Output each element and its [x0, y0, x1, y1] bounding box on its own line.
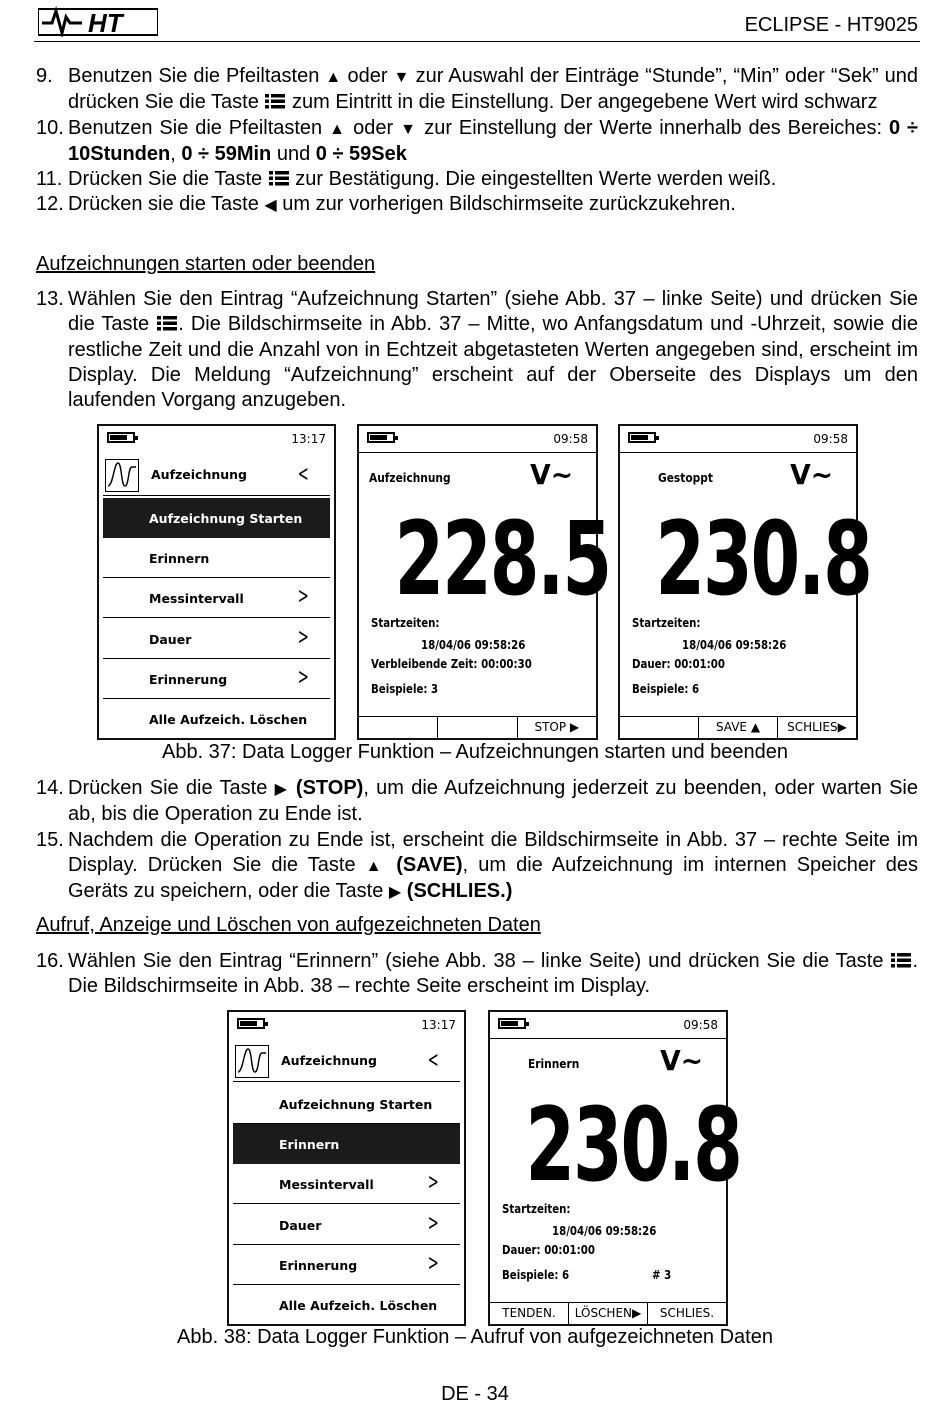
battery-icon [498, 1018, 526, 1029]
step-number: 9. [36, 65, 53, 87]
battery-icon [628, 432, 656, 443]
menu-item-duration[interactable]: Dauer > [233, 1205, 460, 1245]
svg-text:HT: HT [88, 8, 123, 37]
step-text: Drücken sie die Taste ◀ um zur vorherigen Bildschirmseite zurückzukehren. [68, 193, 736, 216]
section-heading-recall: Aufruf, Anzeige und Löschen von aufgezeichneten Daten [36, 914, 541, 936]
duration: Dauer: 00:01:00 [632, 657, 725, 671]
menu-title: Aufzeichnung [281, 1053, 378, 1068]
status-label: Erinnern [528, 1056, 580, 1071]
start-value: 18/04/06 09:58:26 [552, 1224, 657, 1238]
save-softkey[interactable]: SAVE ▲ [698, 717, 777, 738]
duration: Dauer: 00:01:00 [502, 1243, 595, 1257]
arrow-up-icon: ▲ [325, 69, 342, 86]
menu-item-duration[interactable]: Dauer > [103, 619, 330, 659]
start-value: 18/04/06 09:58:26 [682, 638, 787, 652]
step-text: Nachdem die Operation zu Ende ist, erscheint die Bildschirmseite in Abb. 37 – rechte Seite im Display. Drücken Sie die Taste ▲ (SAVE), um die Aufzeichnung im internen Speicher des Geräts zu speichern, oder die Taste ▶ (SCHLIES.) [68, 828, 918, 903]
step-item [36, 64, 918, 116]
menu-item-interval[interactable]: Messintervall > [103, 578, 330, 618]
menu-key-icon [156, 315, 178, 331]
figure-37-caption: Abb. 37: Data Logger Funktion – Aufzeichnungen starten und beenden [161, 741, 789, 763]
battery-icon [367, 432, 395, 443]
arrow-down-icon: ▼ [393, 69, 410, 86]
arrow-up-icon: ▲ [365, 857, 387, 875]
chevron-right-icon: > [427, 1211, 439, 1236]
arrow-up-icon: ▲ [329, 120, 347, 138]
battery-icon [107, 432, 135, 443]
arrow-down-icon: ▼ [400, 120, 418, 138]
softkey-2[interactable] [437, 717, 516, 738]
step-text: Benutzen Sie die Pfeiltasten ▲ oder ▼ zur Auswahl der Einträge “Stunde”, “Min” oder “Sek” und drücken Sie die Taste zum Eintritt in die Einstellung. Der angegebene Wert wird schwarz [68, 65, 918, 114]
recording-screen [357, 424, 610, 740]
step-item [36, 828, 918, 906]
menu-screen [97, 424, 336, 740]
clock: 09:58 [683, 1018, 718, 1032]
step-item [36, 949, 918, 1000]
steps-block-a [36, 64, 918, 219]
sample-count: Beispiele: 3 [371, 682, 439, 696]
page-header [34, 0, 920, 42]
steps-block-c [36, 776, 918, 905]
clock: 13:17 [291, 432, 326, 446]
step-item [36, 116, 918, 168]
start-value: 18/04/06 09:58:26 [421, 638, 526, 652]
menu-key-icon [890, 952, 912, 968]
back-arrow-icon[interactable]: < [427, 1048, 439, 1073]
waveform-icon [105, 459, 139, 492]
chevron-right-icon: > [427, 1251, 439, 1276]
step-number: 14. [36, 777, 64, 799]
ht-logo [38, 3, 158, 37]
step-number: 12. [36, 193, 64, 216]
steps-block-d [36, 949, 918, 1000]
start-label: Startzeiten: [371, 616, 440, 630]
unit-label: V~ [789, 458, 833, 491]
measured-value: 228.5 [394, 500, 610, 619]
step-item [36, 287, 918, 413]
menu-header [233, 1042, 460, 1082]
menu-key-icon [268, 170, 290, 186]
menu-item-recall[interactable]: Erinnern [233, 1124, 460, 1164]
remaining-time: Verbleibende Zeit: 00:00:30 [371, 657, 532, 671]
softkey-1[interactable] [620, 717, 698, 738]
page-number: DE - 34 [441, 1383, 509, 1405]
status-label: Aufzeichnung [369, 470, 451, 485]
step-text: Wählen Sie den Eintrag “Aufzeichnung Starten” (siehe Abb. 37 – linke Seite) und drücken Sie die Taste . Die Bildschirmseite in Abb. 37 – Mitte, wo Anfangsdatum und -Uhrzeit, sowie die restliche Zeit und die Anzahl von in Echtzeit abgetasteten Werten angegeben sind, erscheint im Display. Die Meldung “Aufzeichnung” erscheint auf der Oberseite des Displays um den laufenden Vorgang anzugeben. [68, 288, 918, 412]
unit-label: V~ [529, 458, 573, 491]
menu-item-start[interactable]: Aufzeichnung Starten [103, 498, 330, 538]
step-number: 16. [36, 950, 64, 972]
menu-item-delete-all[interactable]: Alle Aufzeich. Löschen [149, 712, 308, 727]
step-item [36, 776, 918, 828]
softkey-1[interactable] [359, 717, 437, 738]
status-label: Gestoppt [658, 470, 713, 485]
step-item [36, 167, 918, 192]
step-number: 15. [36, 828, 64, 851]
step-number: 13. [36, 288, 64, 310]
step-text: Wählen Sie den Eintrag “Erinnern” (siehe Abb. 38 – linke Seite) und drücken Sie die Taste . Die Bildschirmseite in Abb. 38 – rechte Seite erscheint im Display. [68, 950, 918, 998]
steps-block-b [36, 287, 918, 413]
clock: 09:58 [553, 432, 588, 446]
menu-header [103, 456, 330, 496]
menu-item-delete-all[interactable]: Alle Aufzeich. Löschen [279, 1298, 438, 1313]
softkey-bar [359, 716, 596, 738]
menu-item-start[interactable]: Aufzeichnung Starten [233, 1084, 460, 1124]
unit-label: V~ [659, 1044, 703, 1077]
step-text: Drücken Sie die Taste zur Bestätigung. Die eingestellten Werte werden weiß. [68, 168, 777, 191]
clock: 13:17 [421, 1018, 456, 1032]
menu-item-recall[interactable]: Erinnern [103, 538, 330, 578]
close-softkey[interactable]: SCHLIES. [647, 1303, 726, 1324]
battery-icon [237, 1018, 265, 1029]
clock: 09:58 [813, 432, 848, 446]
softkey-bar [620, 716, 856, 738]
menu-screen [227, 1010, 466, 1326]
chevron-right-icon: > [297, 584, 309, 609]
step-number: 11. [36, 168, 63, 191]
document-title: ECLIPSE - HT9025 [744, 14, 918, 36]
chevron-right-icon: > [427, 1170, 439, 1195]
sample-count: Beispiele: 6 [502, 1268, 570, 1282]
start-label: Startzeiten: [632, 616, 701, 630]
record-index: # 3 [652, 1268, 672, 1282]
close-softkey[interactable]: SCHLIES▶ [777, 717, 856, 738]
chevron-right-icon: > [297, 625, 309, 650]
step-item [36, 192, 918, 218]
waveform-icon [235, 1045, 269, 1078]
menu-key-icon [264, 93, 286, 109]
step-text: Drücken Sie die Taste ▶ (STOP), um die Aufzeichnung jederzeit zu beenden, oder warten Sie ab, bis die Operation zu Ende ist. [68, 777, 918, 826]
menu-title: Aufzeichnung [151, 467, 248, 482]
stop-softkey[interactable]: STOP ▶ [517, 717, 596, 738]
back-arrow-icon[interactable]: < [297, 462, 309, 487]
figure-38-caption: Abb. 38: Data Logger Funktion – Aufruf von aufgezeichneten Daten [177, 1326, 773, 1348]
section-heading-start-stop: Aufzeichnungen starten oder beenden [36, 253, 376, 275]
measured-value: 230.8 [525, 1086, 741, 1205]
tenden-softkey[interactable]: TENDEN. [502, 1306, 556, 1320]
delete-softkey[interactable]: LÖSCHEN▶ [568, 1303, 647, 1324]
arrow-right-icon: ▶ [274, 781, 289, 798]
start-label: Startzeiten: [502, 1202, 571, 1216]
stopped-screen [618, 424, 871, 740]
menu-item-reminder[interactable]: Erinnerung > [103, 659, 330, 699]
chevron-right-icon: > [297, 665, 309, 690]
step-text: Benutzen Sie die Pfeiltasten ▲ oder ▼ zur Einstellung der Werte innerhalb des Bereiches: 0 ÷ 10Stunden, 0 ÷ 59Min und 0 ÷ 59Sek [68, 116, 918, 165]
recall-screen [488, 1010, 741, 1326]
measured-value: 230.8 [655, 500, 871, 619]
arrow-right-icon: ▶ [388, 884, 402, 902]
menu-item-reminder[interactable]: Erinnerung > [233, 1245, 460, 1285]
softkey-bar [490, 1302, 726, 1324]
sample-count: Beispiele: 6 [632, 682, 700, 696]
arrow-left-icon: ◀ [264, 197, 277, 215]
menu-item-interval[interactable]: Messintervall > [233, 1164, 460, 1204]
step-number: 10. [36, 116, 64, 139]
